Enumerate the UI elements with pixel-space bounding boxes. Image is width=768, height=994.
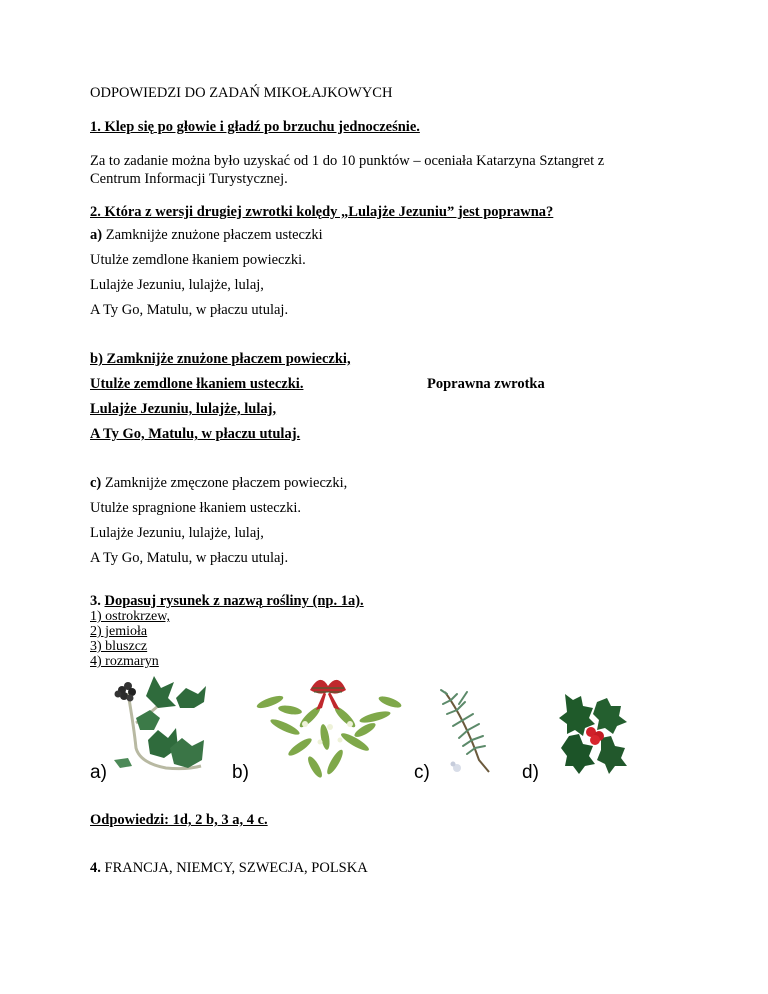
correct-stanza-note: Poprawna zwrotka: [427, 376, 545, 392]
option-b-line2: Utulże zemdlone łkaniem usteczki.: [90, 376, 304, 392]
task2-heading: 2. Która z wersji drugiej zwrotki kolędy „Lulajże Jezuniu” jest poprawna?: [90, 204, 554, 220]
ivy-image: [106, 668, 221, 780]
option-c-line4: A Ty Go, Matulu, w płaczu utulaj.: [90, 550, 289, 566]
option-a-line3: Lulajże Jezuniu, lulajże, lulaj,: [90, 277, 264, 293]
option-b-line4: A Ty Go, Matulu, w płaczu utulaj.: [90, 426, 301, 442]
task4-text: FRANCJA, NIEMCY, SZWECJA, POLSKA: [100, 860, 368, 876]
task4-line: [90, 859, 368, 877]
task3-answer: Odpowiedzi: 1d, 2 b, 3 a, 4 c.: [90, 812, 268, 828]
plant-4: 4) rozmaryn: [90, 654, 159, 669]
option-b-line1: b) Zamknijże znużone płaczem powieczki,: [90, 351, 351, 367]
option-a-line2: Utulże zemdlone łkaniem powieczki.: [90, 252, 306, 268]
task3-heading-text: Dopasuj rysunek z nazwą rośliny (np. 1a).: [104, 593, 364, 609]
option-c-line3: Lulajże Jezuniu, lulajże, lulaj,: [90, 525, 264, 541]
option-a-text: Zamknijże znużone płaczem usteczki: [102, 227, 323, 243]
option-c-text: Zamknijże zmęczone płaczem powieczki,: [101, 475, 348, 491]
rosemary-image: [437, 680, 497, 778]
option-a-line4: A Ty Go, Matulu, w płaczu utulaj.: [90, 302, 289, 318]
caption-d: d): [522, 762, 539, 783]
plant-3: 3) bluszcz: [90, 639, 148, 654]
plant-1: 1) ostrokrzew,: [90, 609, 170, 624]
plant-2: 2) jemioła: [90, 624, 148, 639]
holly-image: [555, 690, 635, 775]
task4-number: 4.: [90, 860, 101, 876]
task1-text-line1: Za to zadanie można było uzyskać od 1 do 10 punktów – oceniała Katarzyna Sztangret z: [90, 153, 605, 169]
caption-b: b): [232, 762, 249, 783]
page-title: ODPOWIEDZI DO ZADAŃ MIKOŁAJKOWYCH: [90, 85, 393, 101]
option-c-label: c): [90, 475, 102, 491]
option-a-label: a): [90, 227, 103, 243]
option-c-line1: [90, 474, 347, 492]
task3-number: 3.: [90, 593, 105, 609]
option-c-line2: Utulże spragnione łkaniem usteczki.: [90, 500, 301, 516]
mistletoe-image: [250, 672, 405, 780]
task1-heading: 1. Klep się po głowie i gładź po brzuchu jednocześnie.: [90, 119, 420, 135]
option-b-line3: Lulajże Jezuniu, lulajże, lulaj,: [90, 401, 277, 417]
caption-c: c): [414, 762, 430, 783]
task3-heading: [90, 592, 364, 610]
caption-a: a): [90, 762, 107, 783]
option-a-line1: [90, 226, 323, 244]
task1-text-line2: Centrum Informacji Turystycznej.: [90, 171, 288, 187]
